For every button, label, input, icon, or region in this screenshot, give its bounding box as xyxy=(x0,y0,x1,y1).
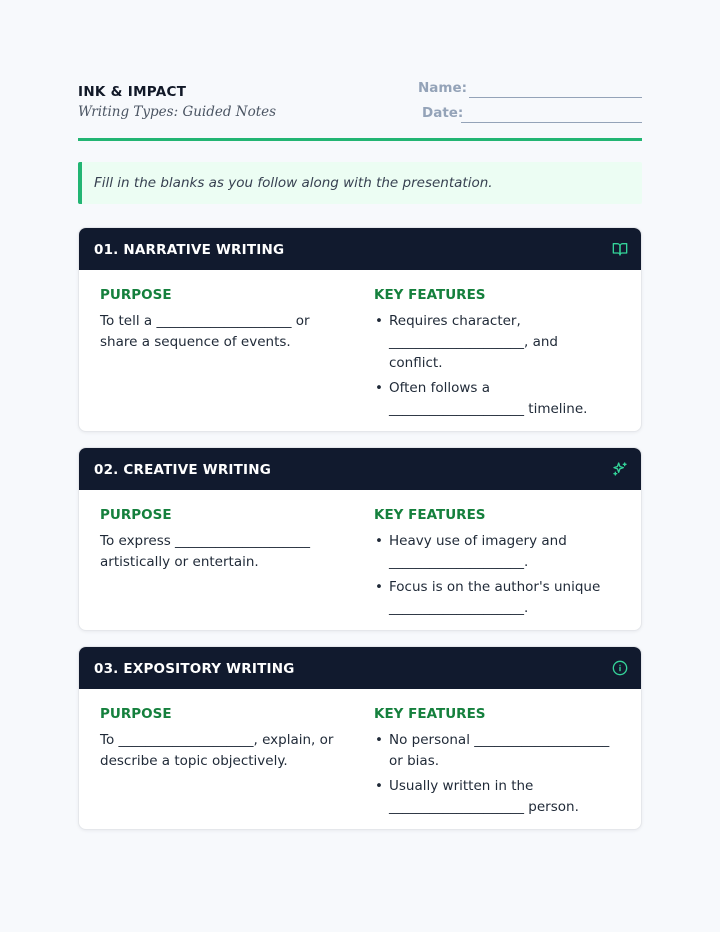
features-heading: KEY FEATURES xyxy=(374,507,486,523)
instruction-banner xyxy=(78,162,642,204)
features-list xyxy=(374,531,614,619)
purpose-column xyxy=(100,706,350,772)
name-field[interactable] xyxy=(418,80,642,98)
section-header xyxy=(79,228,641,270)
features-heading: KEY FEATURES xyxy=(374,706,486,722)
brand-title: INK & IMPACT xyxy=(78,84,187,100)
book-open-icon xyxy=(612,241,628,257)
feature-item: • Focus is on the author's unique ____________________. xyxy=(374,577,614,619)
features-list xyxy=(374,311,614,420)
purpose-text: To tell a ____________________ or share a sequence of events. xyxy=(100,313,310,350)
section-card-expository xyxy=(78,646,642,830)
features-column xyxy=(374,507,614,623)
info-icon xyxy=(612,660,628,676)
section-card-creative xyxy=(78,447,642,631)
purpose-heading: PURPOSE xyxy=(100,287,172,303)
feature-item: • Heavy use of imagery and ____________________. xyxy=(374,531,614,573)
features-column xyxy=(374,706,614,822)
purpose-heading: PURPOSE xyxy=(100,706,172,722)
feature-item: • Requires character, ____________________, and conflict. xyxy=(374,311,614,374)
name-label: Name: xyxy=(418,80,468,96)
feature-item: • Usually written in the ____________________ person. xyxy=(374,776,614,818)
features-heading: KEY FEATURES xyxy=(374,287,486,303)
date-blank-line[interactable] xyxy=(461,122,642,123)
feature-item: • No personal ____________________ or bias. xyxy=(374,730,614,772)
section-card-narrative xyxy=(78,227,642,432)
purpose-column xyxy=(100,287,350,353)
header-divider xyxy=(78,138,642,141)
features-column xyxy=(374,287,614,424)
feature-item: • Often follows a ____________________ timeline. xyxy=(374,378,614,420)
worksheet-subtitle: Writing Types: Guided Notes xyxy=(78,104,277,120)
worksheet-header xyxy=(78,80,642,130)
purpose-text: To ____________________, explain, or describe a topic objectively. xyxy=(100,732,334,769)
purpose-text: To express ____________________ artistically or entertain. xyxy=(100,533,311,570)
date-label: Date: xyxy=(422,105,464,121)
purpose-column xyxy=(100,507,350,573)
instruction-text: Fill in the blanks as you follow along with the presentation. xyxy=(94,175,493,191)
section-title: 01. NARRATIVE WRITING xyxy=(94,242,285,258)
date-field[interactable] xyxy=(422,105,642,123)
section-title: 02. CREATIVE WRITING xyxy=(94,462,272,478)
features-list xyxy=(374,730,614,818)
section-title: 03. EXPOSITORY WRITING xyxy=(94,661,295,677)
purpose-heading: PURPOSE xyxy=(100,507,172,523)
name-blank-line[interactable] xyxy=(469,97,642,98)
section-header xyxy=(79,647,641,689)
sparkles-icon xyxy=(612,461,628,477)
section-header xyxy=(79,448,641,490)
